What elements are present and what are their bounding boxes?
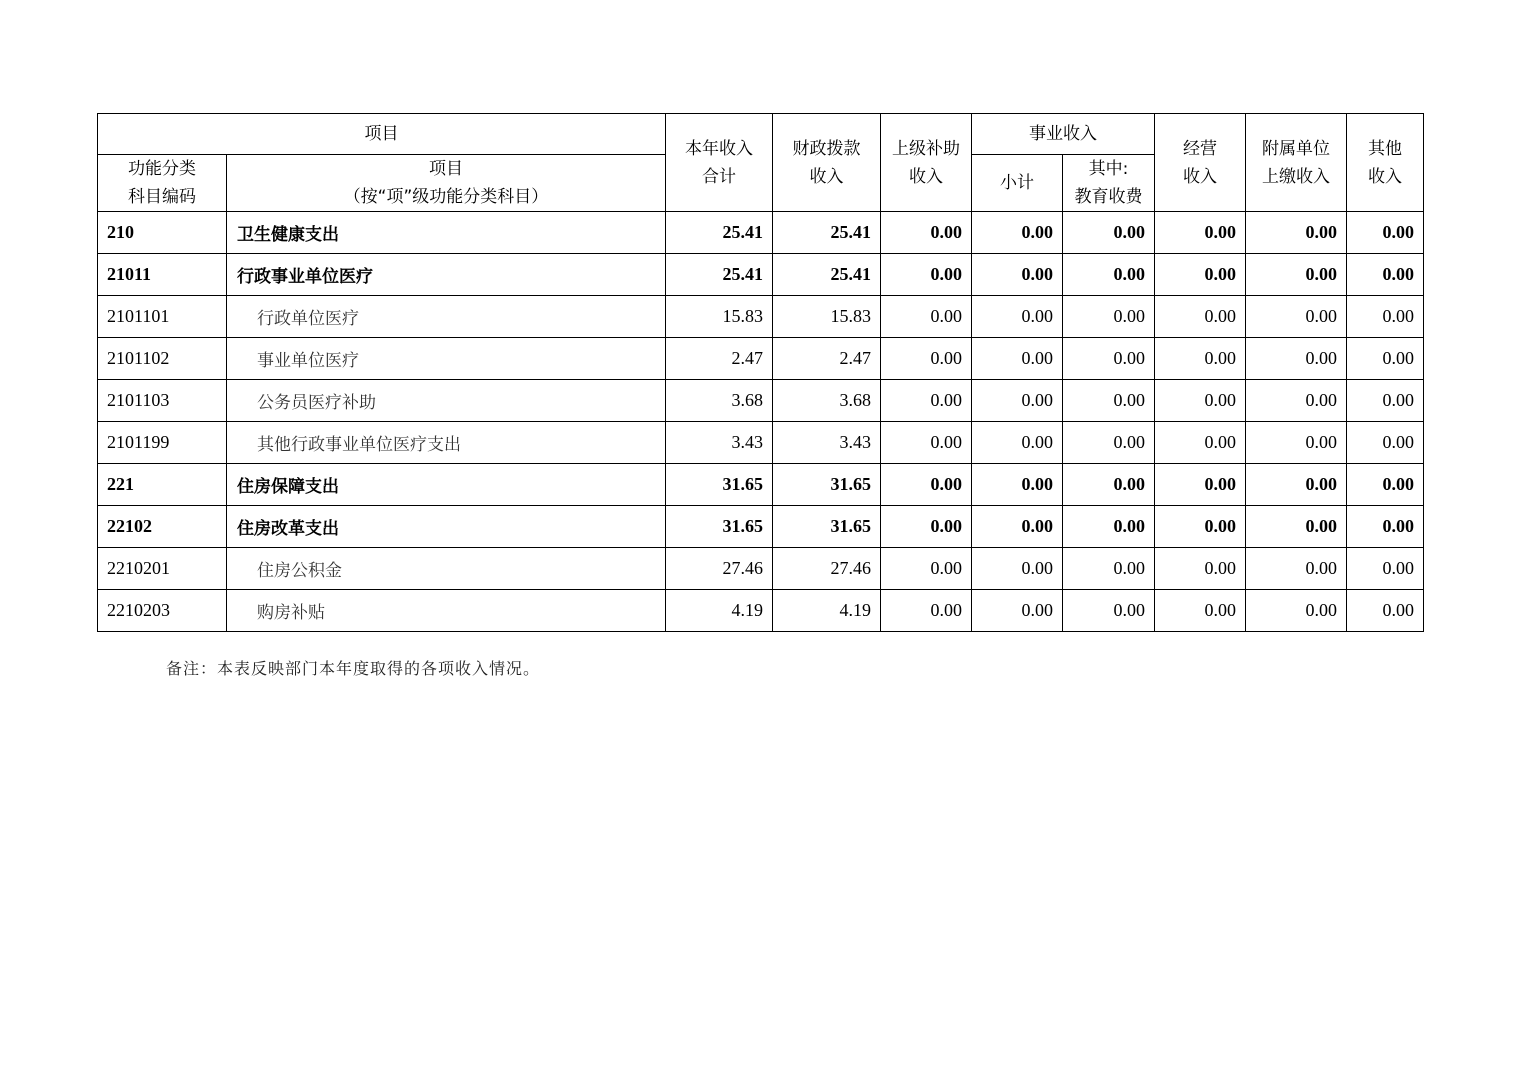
cell-total-income: 31.65 <box>666 464 773 506</box>
cell-affiliated-income: 0.00 <box>1246 380 1347 422</box>
cell-fiscal-appropriation: 2.47 <box>773 338 881 380</box>
cell-education-fees: 0.00 <box>1063 380 1155 422</box>
header-item-name: 项目 （按“项”级功能分类科目） <box>227 155 666 212</box>
cell-superior-subsidy: 0.00 <box>881 254 972 296</box>
cell-item-name: 行政事业单位医疗 <box>227 254 666 296</box>
header-education-fees: 其中: 教育收费 <box>1063 155 1155 212</box>
cell-business-subtotal: 0.00 <box>972 212 1063 254</box>
cell-code: 2101102 <box>98 338 227 380</box>
cell-superior-subsidy: 0.00 <box>881 506 972 548</box>
cell-superior-subsidy: 0.00 <box>881 464 972 506</box>
cell-fiscal-appropriation: 31.65 <box>773 506 881 548</box>
cell-affiliated-income: 0.00 <box>1246 464 1347 506</box>
cell-affiliated-income: 0.00 <box>1246 422 1347 464</box>
cell-affiliated-income: 0.00 <box>1246 212 1347 254</box>
header-affiliated-income: 附属单位 上缴收入 <box>1246 114 1347 212</box>
cell-operating-income: 0.00 <box>1155 254 1246 296</box>
cell-education-fees: 0.00 <box>1063 338 1155 380</box>
cell-affiliated-income: 0.00 <box>1246 590 1347 632</box>
cell-superior-subsidy: 0.00 <box>881 548 972 590</box>
cell-superior-subsidy: 0.00 <box>881 296 972 338</box>
header-fiscal-appropriation: 财政拨款 收入 <box>773 114 881 212</box>
cell-other-income: 0.00 <box>1347 506 1424 548</box>
cell-item-name: 住房保障支出 <box>227 464 666 506</box>
cell-other-income: 0.00 <box>1347 590 1424 632</box>
table-row <box>98 296 1424 338</box>
cell-affiliated-income: 0.00 <box>1246 338 1347 380</box>
table-row <box>98 338 1424 380</box>
cell-affiliated-income: 0.00 <box>1246 254 1347 296</box>
cell-item-name: 购房补贴 <box>227 590 666 632</box>
cell-education-fees: 0.00 <box>1063 212 1155 254</box>
cell-code: 2210201 <box>98 548 227 590</box>
cell-total-income: 25.41 <box>666 254 773 296</box>
cell-code: 2210203 <box>98 590 227 632</box>
cell-other-income: 0.00 <box>1347 338 1424 380</box>
income-table <box>97 113 1424 632</box>
cell-total-income: 2.47 <box>666 338 773 380</box>
cell-operating-income: 0.00 <box>1155 422 1246 464</box>
header-other-income: 其他 收入 <box>1347 114 1424 212</box>
table-header <box>98 114 1424 212</box>
cell-other-income: 0.00 <box>1347 380 1424 422</box>
cell-fiscal-appropriation: 4.19 <box>773 590 881 632</box>
table-row <box>98 590 1424 632</box>
header-superior-subsidy: 上级补助 收入 <box>881 114 972 212</box>
cell-code: 210 <box>98 212 227 254</box>
cell-total-income: 27.46 <box>666 548 773 590</box>
cell-business-subtotal: 0.00 <box>972 338 1063 380</box>
cell-business-subtotal: 0.00 <box>972 548 1063 590</box>
cell-item-name: 其他行政事业单位医疗支出 <box>227 422 666 464</box>
table-body <box>98 212 1424 632</box>
cell-superior-subsidy: 0.00 <box>881 338 972 380</box>
table-row <box>98 548 1424 590</box>
cell-affiliated-income: 0.00 <box>1246 506 1347 548</box>
cell-fiscal-appropriation: 15.83 <box>773 296 881 338</box>
cell-operating-income: 0.00 <box>1155 464 1246 506</box>
cell-fiscal-appropriation: 25.41 <box>773 212 881 254</box>
header-total-income: 本年收入 合计 <box>666 114 773 212</box>
cell-item-name: 事业单位医疗 <box>227 338 666 380</box>
cell-operating-income: 0.00 <box>1155 548 1246 590</box>
header-business-income-group: 事业收入 <box>972 114 1155 155</box>
cell-other-income: 0.00 <box>1347 548 1424 590</box>
cell-total-income: 25.41 <box>666 212 773 254</box>
cell-code: 2101103 <box>98 380 227 422</box>
header-operating-income: 经营 收入 <box>1155 114 1246 212</box>
table-row <box>98 506 1424 548</box>
cell-education-fees: 0.00 <box>1063 464 1155 506</box>
cell-education-fees: 0.00 <box>1063 422 1155 464</box>
cell-superior-subsidy: 0.00 <box>881 422 972 464</box>
cell-item-name: 卫生健康支出 <box>227 212 666 254</box>
cell-item-name: 住房改革支出 <box>227 506 666 548</box>
cell-business-subtotal: 0.00 <box>972 380 1063 422</box>
cell-operating-income: 0.00 <box>1155 380 1246 422</box>
cell-fiscal-appropriation: 3.68 <box>773 380 881 422</box>
cell-total-income: 4.19 <box>666 590 773 632</box>
header-business-subtotal: 小计 <box>972 155 1063 212</box>
cell-business-subtotal: 0.00 <box>972 590 1063 632</box>
cell-affiliated-income: 0.00 <box>1246 548 1347 590</box>
cell-education-fees: 0.00 <box>1063 590 1155 632</box>
cell-other-income: 0.00 <box>1347 464 1424 506</box>
cell-superior-subsidy: 0.00 <box>881 212 972 254</box>
cell-education-fees: 0.00 <box>1063 548 1155 590</box>
table-row <box>98 380 1424 422</box>
cell-code: 22102 <box>98 506 227 548</box>
income-table-sheet <box>97 113 1423 632</box>
cell-affiliated-income: 0.00 <box>1246 296 1347 338</box>
cell-total-income: 15.83 <box>666 296 773 338</box>
cell-code: 21011 <box>98 254 227 296</box>
cell-superior-subsidy: 0.00 <box>881 590 972 632</box>
cell-education-fees: 0.00 <box>1063 506 1155 548</box>
cell-other-income: 0.00 <box>1347 212 1424 254</box>
cell-operating-income: 0.00 <box>1155 590 1246 632</box>
cell-item-name: 住房公积金 <box>227 548 666 590</box>
cell-code: 2101199 <box>98 422 227 464</box>
cell-fiscal-appropriation: 27.46 <box>773 548 881 590</box>
table-row <box>98 212 1424 254</box>
cell-education-fees: 0.00 <box>1063 254 1155 296</box>
cell-business-subtotal: 0.00 <box>972 506 1063 548</box>
cell-operating-income: 0.00 <box>1155 506 1246 548</box>
cell-fiscal-appropriation: 3.43 <box>773 422 881 464</box>
cell-other-income: 0.00 <box>1347 296 1424 338</box>
cell-education-fees: 0.00 <box>1063 296 1155 338</box>
cell-superior-subsidy: 0.00 <box>881 380 972 422</box>
table-note: 备注：本表反映部门本年度取得的各项收入情况。 <box>166 659 541 678</box>
cell-other-income: 0.00 <box>1347 422 1424 464</box>
table-row <box>98 422 1424 464</box>
header-function-code: 功能分类 科目编码 <box>98 155 227 212</box>
cell-business-subtotal: 0.00 <box>972 296 1063 338</box>
cell-fiscal-appropriation: 31.65 <box>773 464 881 506</box>
cell-item-name: 行政单位医疗 <box>227 296 666 338</box>
cell-operating-income: 0.00 <box>1155 296 1246 338</box>
cell-business-subtotal: 0.00 <box>972 464 1063 506</box>
table-row <box>98 464 1424 506</box>
cell-total-income: 3.43 <box>666 422 773 464</box>
cell-total-income: 3.68 <box>666 380 773 422</box>
cell-operating-income: 0.00 <box>1155 212 1246 254</box>
header-item-group: 项目 <box>98 114 666 155</box>
cell-business-subtotal: 0.00 <box>972 422 1063 464</box>
cell-other-income: 0.00 <box>1347 254 1424 296</box>
table-row <box>98 254 1424 296</box>
cell-code: 221 <box>98 464 227 506</box>
cell-business-subtotal: 0.00 <box>972 254 1063 296</box>
cell-operating-income: 0.00 <box>1155 338 1246 380</box>
cell-fiscal-appropriation: 25.41 <box>773 254 881 296</box>
cell-total-income: 31.65 <box>666 506 773 548</box>
cell-item-name: 公务员医疗补助 <box>227 380 666 422</box>
cell-code: 2101101 <box>98 296 227 338</box>
